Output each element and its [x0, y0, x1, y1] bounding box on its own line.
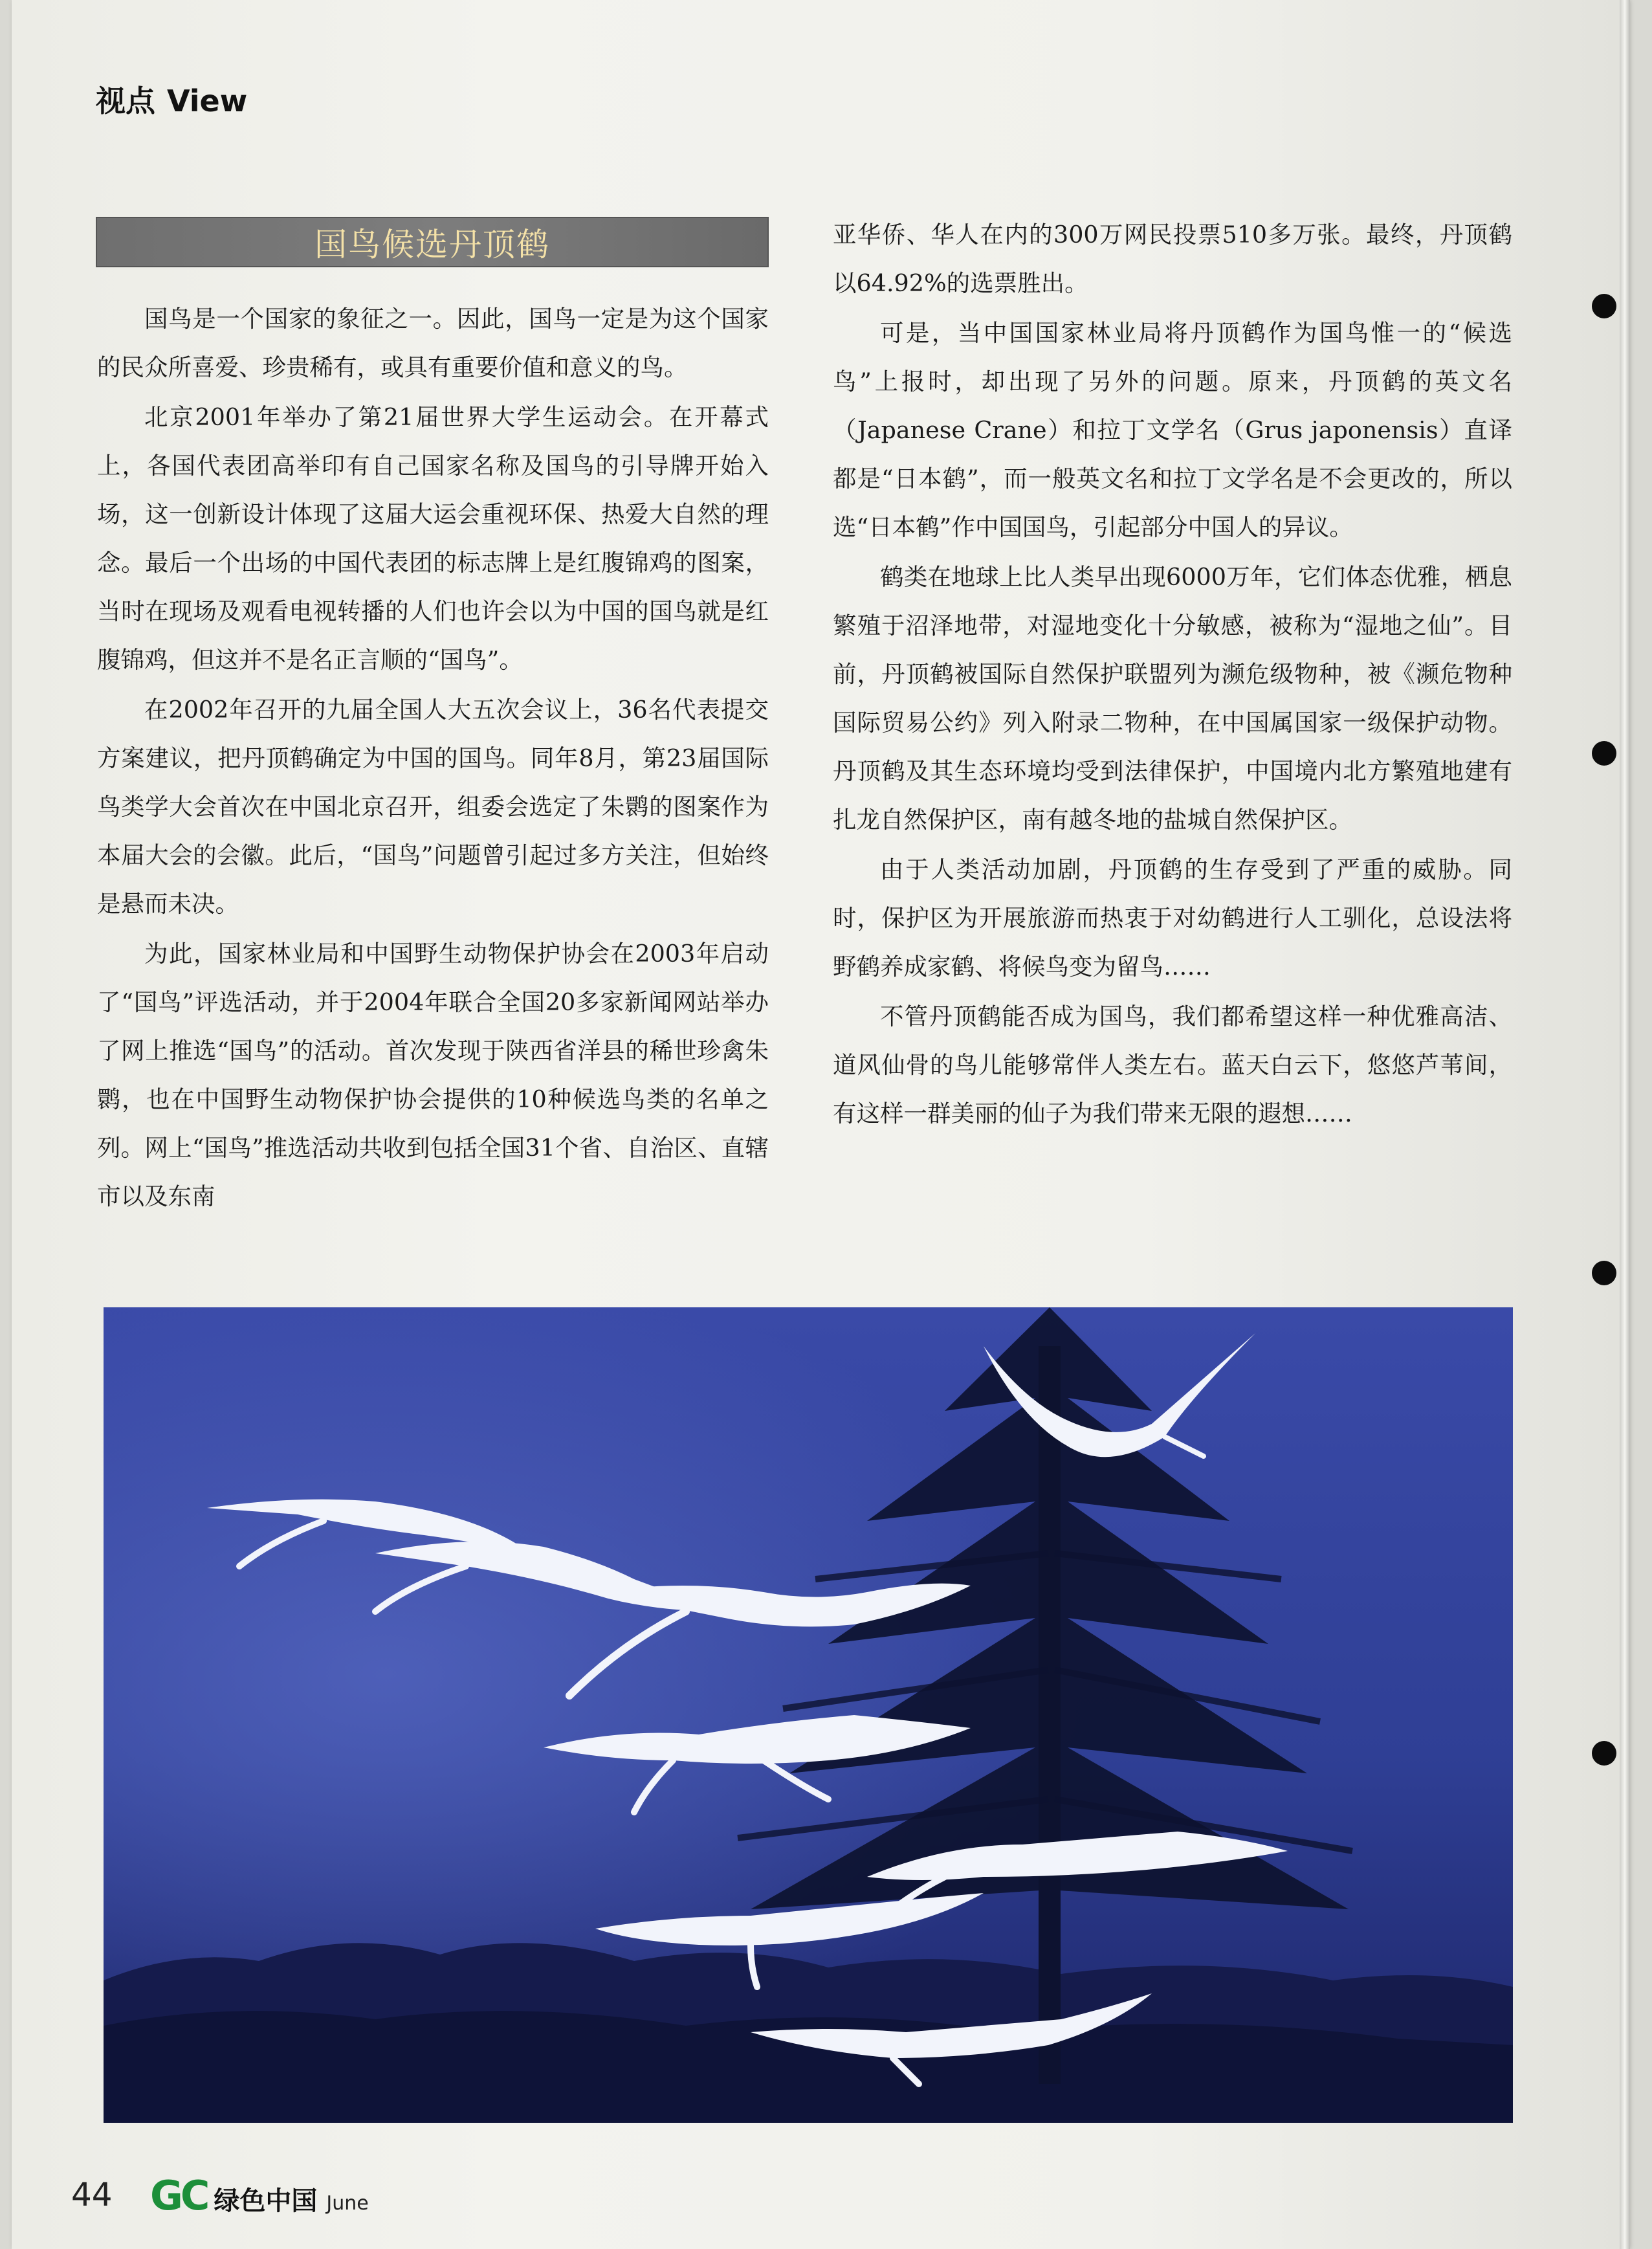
binder-hole — [1592, 1261, 1616, 1285]
left-column — [97, 294, 769, 1222]
article-title: 国鸟候选丹顶鹤 — [314, 226, 550, 263]
binder-hole — [1592, 1741, 1616, 1766]
page-number: 44 — [71, 2176, 113, 2213]
binder-hole — [1592, 741, 1616, 766]
paragraph: 国鸟是一个国家的象征之一。因此，国鸟一定是为这个国家的民众所喜爱、珍贵稀有，或具有重要价值和意义的鸟。 — [97, 305, 769, 381]
paragraph: 为此，国家林业局和中国野生动物保护协会在2003年启动了“国鸟”评选活动，并于2004年联合全国20多家新闻网站举办了网上推选“国鸟”的活动。首次发现于陕西省洋县的稀世珍禽朱鹮，也在中国野生动物保护协会提供的10种候选鸟类的名单之列。网上“国鸟”推选活动共收到包括全国31个省、自治区、直辖市以及东南 — [97, 940, 769, 1210]
paragraph: 不管丹顶鹤能否成为国鸟，我们都希望这样一种优雅高洁、道风仙骨的鸟儿能够常伴人类左右。蓝天白云下，悠悠芦苇间，有这样一群美丽的仙子为我们带来无限的遐想…… — [833, 1003, 1512, 1127]
paragraph: 北京2001年举办了第21届世界大学生运动会。在开幕式上，各国代表团高举印有自己国家名称及国鸟的引导牌开始入场，这一创新设计体现了这届大运会重视环保、热爱大自然的理念。最后一个出场的中国代表团的标志牌上是红腹锦鸡的图案，当时在现场及观看电视转播的人们也许会以为中国的国鸟就是红腹锦鸡，但这并不是名正言顺的“国鸟”。 — [97, 403, 769, 674]
issue-month: June — [326, 2192, 369, 2215]
cranes-photo-art — [104, 1307, 1513, 2123]
section-label-cn: 视点 — [96, 83, 155, 118]
paragraph: 由于人类活动加剧，丹顶鹤的生存受到了严重的威胁。同时，保护区为开展旅游而热衷于对幼鹤进行人工驯化，总设法将野鹤养成家鹤、将候鸟变为留鸟…… — [833, 856, 1512, 980]
paragraph-continued: 亚华侨、华人在内的300万网民投票510多万张。最终，丹顶鹤以64.92%的选票胜出。 — [833, 221, 1512, 297]
magazine-logo — [150, 2172, 369, 2219]
magazine-name: 绿色中国 — [214, 2186, 318, 2216]
paragraph: 可是，当中国国家林业局将丹顶鹤作为国鸟惟一的“候选鸟”上报时，却出现了另外的问题。原来，丹顶鹤的英文名（Japanese Crane）和拉丁文学名（Grus japonensis）直译都是“日本鹤”，而一般英文名和拉丁文学名是不会更改的，所以选“日本鹤”作中国国鸟，引起部分中国人的异议。 — [833, 319, 1512, 541]
page-edge — [1620, 0, 1630, 2249]
right-column — [833, 210, 1512, 1139]
paragraph: 在2002年召开的九届全国人大五次会议上，36名代表提交方案建议，把丹顶鹤确定为中国的国鸟。同年8月，第23届国际鸟类学大会首次在中国北京召开，组委会选定了朱鹮的图案作为本届大会的会徽。此后，“国鸟”问题曾引起过多方关注，但始终是悬而未决。 — [97, 696, 769, 918]
cranes-photo — [104, 1307, 1513, 2123]
article-title-bar — [96, 217, 769, 267]
section-label-en: View — [167, 83, 248, 118]
logo-mark: GC — [150, 2172, 208, 2219]
binder-hole — [1592, 294, 1616, 318]
section-header — [96, 78, 247, 120]
paragraph: 鹤类在地球上比人类早出现6000万年，它们体态优雅，栖息繁殖于沼泽地带，对湿地变化十分敏感，被称为“湿地之仙”。目前，丹顶鹤被国际自然保护联盟列为濒危级物种，被《濒危物种国际贸易公约》列入附录二物种，在中国属国家一级保护动物。丹顶鹤及其生态环境均受到法律保护，中国境内北方繁殖地建有扎龙自然保护区，南有越冬地的盐城自然保护区。 — [833, 563, 1512, 834]
